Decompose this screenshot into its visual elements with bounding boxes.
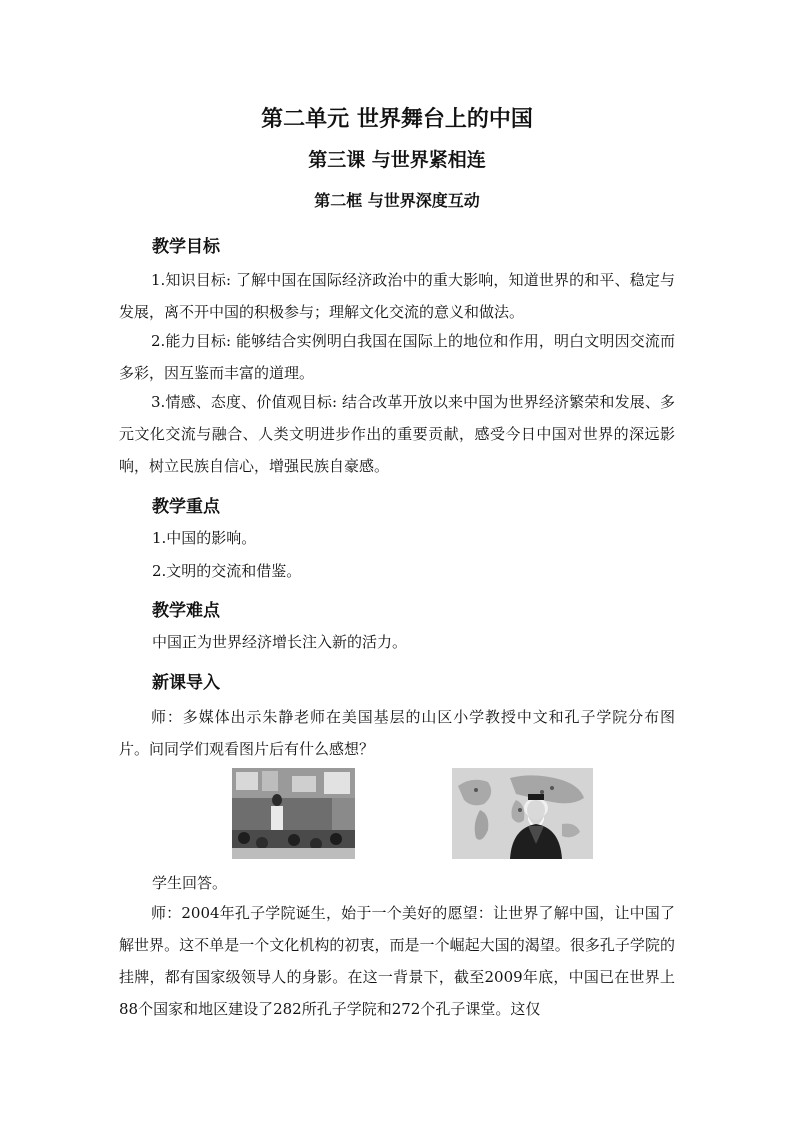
difficulties-heading: 教学难点: [152, 601, 220, 621]
objective-ability: 2.能力目标: 能够结合实例明白我国在国际上的地位和作用，明白文明因交流而多彩，因互鉴而丰富的道理。: [119, 332, 675, 382]
objectives-heading: 教学目标: [152, 237, 220, 257]
key-points-heading: 教学重点: [152, 497, 220, 517]
confucius-institute-map-photo: [452, 768, 593, 859]
teacher-explanation: 师：2004年孔子学院诞生，始于一个美好的愿望：让世界了解中国，让中国了解世界。这不单是一个文化机构的初衷，而是一个崛起大国的渴望。很多孔子学院的挂牌，都有国家级领导人的身影。在这一背景下，截至2009年底，中国已在世界上88个国家和地区建设了282所孔子学院和272个孔子课堂。这仅: [119, 904, 675, 1018]
key-point-item: 1.中国的影响。: [152, 529, 257, 547]
section-title: 第二框 与世界深度互动: [314, 191, 480, 210]
teacher-prompt: 师：多媒体出示朱静老师在美国基层的山区小学教授中文和孔子学院分布图片。问同学们观看图片后有什么感想？: [119, 708, 675, 758]
unit-title: 第二单元 世界舞台上的中国: [261, 107, 533, 132]
key-point-item: 2.文明的交流和借鉴。: [152, 562, 302, 580]
lesson-title: 第三课 与世界紧相连: [308, 149, 486, 171]
objective-knowledge: 1.知识目标: 了解中国在国际经济政治中的重大影响，知道世界的和平、稳定与发展，离不开中国的积极参与；理解文化交流的意义和做法。: [119, 271, 675, 321]
objective-values: 3.情感、态度、价值观目标: 结合改革开放以来中国为世界经济繁荣和发展、多元文化交流与融合、人类文明进步作出的重要贡献，感受今日中国对世界的深远影响，树立民族自信心，增强民族自豪感。: [119, 393, 675, 475]
student-reply: 学生回答。: [152, 874, 228, 892]
classroom-photo: [232, 768, 355, 859]
intro-heading: 新课导入: [152, 673, 220, 693]
difficulty-text: 中国正为世界经济增长注入新的活力。: [152, 633, 408, 651]
